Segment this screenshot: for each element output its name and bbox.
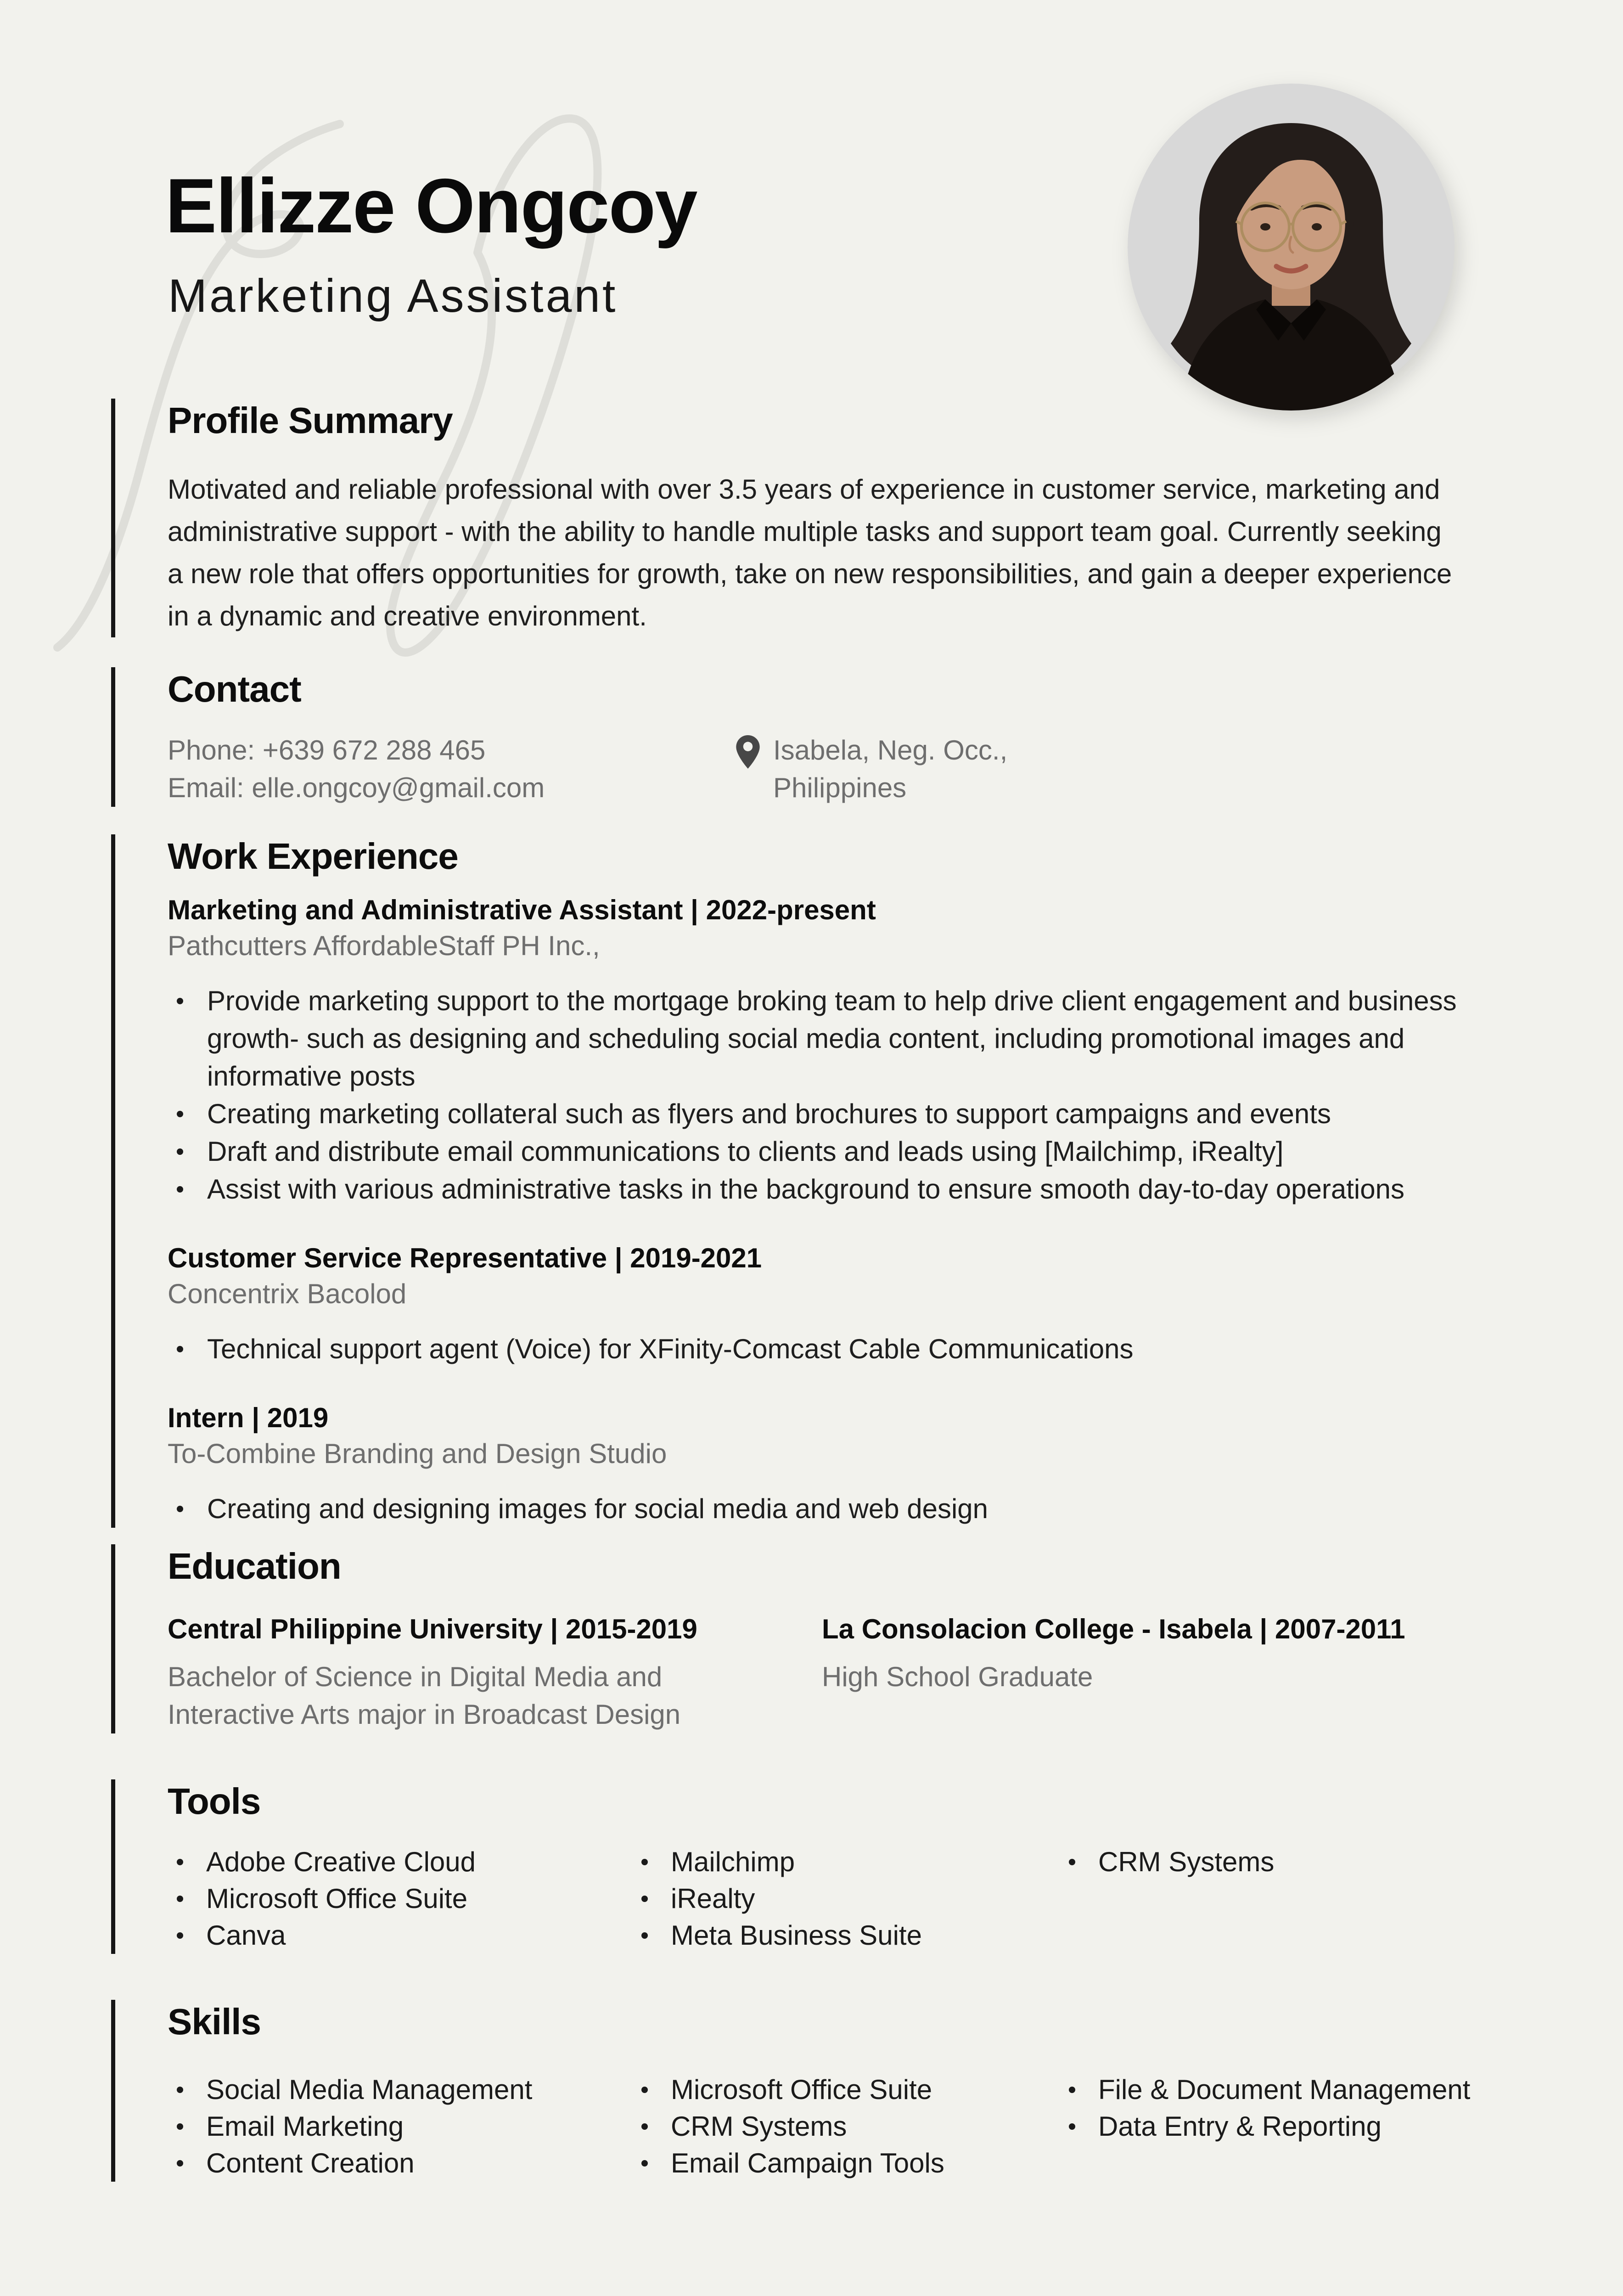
section-accent-bar	[111, 834, 115, 1528]
job-entry	[168, 1240, 1623, 1368]
section-accent-bar	[111, 399, 115, 637]
section-accent-bar	[111, 1544, 115, 1733]
section-accent-bar	[111, 2000, 115, 2182]
job-bullet: Creating marketing collateral such as flyers and brochures to support campaigns and events	[177, 1095, 1502, 1133]
section-profile-summary	[0, 399, 1623, 637]
job-entry	[168, 892, 1623, 1208]
contact-heading: Contact	[168, 669, 301, 709]
location-pin-icon	[735, 734, 761, 770]
tool-item: Canva	[177, 1917, 632, 1954]
skill-item: File & Document Management	[1069, 2071, 1470, 2108]
section-accent-bar	[111, 1779, 115, 1954]
education-degree: Bachelor of Science in Digital Media and Interactive Arts major in Broadcast Design	[168, 1661, 681, 1730]
skill-item: Data Entry & Reporting	[1069, 2108, 1470, 2145]
tool-item: Meta Business Suite	[641, 1917, 1060, 1954]
job-bullet: Technical support agent (Voice) for XFinity-Comcast Cable Communications	[177, 1330, 1502, 1368]
skill-item: Microsoft Office Suite	[641, 2071, 1060, 2108]
profile-summary-heading: Profile Summary	[168, 400, 453, 441]
job-bullet: Creating and designing images for social media and web design	[177, 1490, 1502, 1528]
job-title: Marketing and Administrative Assistant | 2022-present	[168, 895, 876, 925]
resume-body	[0, 399, 1623, 2182]
tool-item: Microsoft Office Suite	[177, 1880, 632, 1917]
skills-heading: Skills	[168, 2001, 261, 2042]
job-bullet: Assist with various administrative tasks in the background to ensure smooth day-to-day operations	[177, 1171, 1502, 1208]
tool-item: CRM Systems	[1069, 1844, 1274, 1880]
education-school: Central Philippine University | 2015-2019	[168, 1614, 697, 1644]
section-skills	[0, 2000, 1623, 2182]
profile-photo	[1128, 84, 1455, 411]
skill-item: Content Creation	[177, 2145, 632, 2182]
job-bullet: Provide marketing support to the mortgage broking team to help drive client engagement and business growth- such as designing and scheduling social media content, including promotional images and informative posts	[177, 982, 1502, 1095]
section-work-experience	[0, 834, 1623, 1528]
education-school: La Consolacion College - Isabela | 2007-2011	[822, 1614, 1405, 1644]
skill-item: Email Marketing	[177, 2108, 632, 2145]
contact-phone: Phone: +639 672 288 465	[168, 735, 486, 765]
section-accent-bar	[111, 667, 115, 807]
education-heading: Education	[168, 1546, 341, 1587]
section-tools	[0, 1779, 1623, 1954]
profile-summary-text: Motivated and reliable professional with over 3.5 years of experience in customer service, marketing and administrative support - with the ability to handle multiple tasks and support team goal. Currently seeking a new role that offers opportunities for growth, take on new responsibilities, and gain a deeper experience in a dynamic and creative environment.	[168, 474, 1452, 631]
education-entry	[168, 1611, 822, 1733]
skill-item: Social Media Management	[177, 2071, 632, 2108]
person-name: Ellizze Ongcoy	[165, 163, 697, 249]
job-title: Customer Service Representative | 2019-2021	[168, 1243, 762, 1273]
work-experience-heading: Work Experience	[168, 836, 458, 877]
contact-location	[735, 732, 1007, 807]
job-title: Intern | 2019	[168, 1402, 329, 1433]
job-entry	[168, 1400, 1623, 1528]
tools-heading: Tools	[168, 1781, 261, 1822]
skill-item: Email Campaign Tools	[641, 2145, 1060, 2182]
job-company: Pathcutters AffordableStaff PH Inc.,	[168, 930, 600, 961]
location-line2: Philippines	[773, 772, 907, 803]
person-job-title: Marketing Assistant	[168, 270, 618, 322]
tool-item: Mailchimp	[641, 1844, 1060, 1880]
education-entry	[822, 1611, 1405, 1733]
tool-item: iRealty	[641, 1880, 1060, 1917]
portrait-illustration	[1128, 84, 1455, 411]
section-contact	[0, 667, 1623, 807]
job-bullet: Draft and distribute email communications to clients and leads using [Mailchimp, iRealty]	[177, 1133, 1502, 1171]
location-line1: Isabela, Neg. Occ.,	[773, 735, 1008, 765]
tool-item: Adobe Creative Cloud	[177, 1844, 632, 1880]
contact-email: Email: elle.ongcoy@gmail.com	[168, 772, 545, 803]
education-degree: High School Graduate	[822, 1661, 1093, 1692]
section-education	[0, 1544, 1623, 1733]
job-company: Concentrix Bacolod	[168, 1278, 407, 1309]
skill-item: CRM Systems	[641, 2108, 1060, 2145]
job-company: To-Combine Branding and Design Studio	[168, 1438, 667, 1469]
